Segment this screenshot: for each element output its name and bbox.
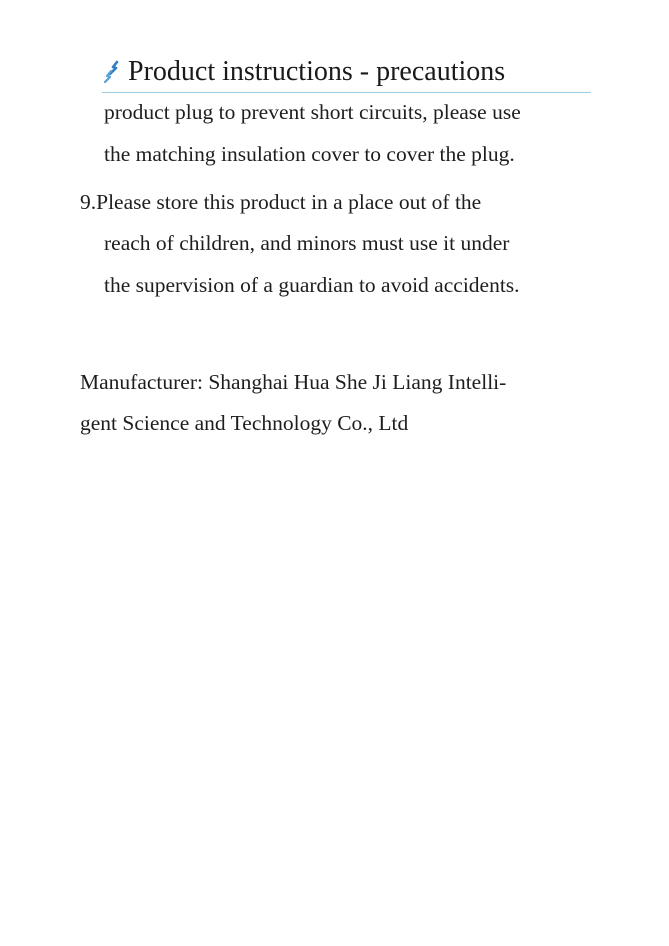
manufacturer-line-2: gent Science and Technology Co., Ltd (80, 411, 409, 435)
precaution-item-9-line-3: the supervision of a guardian to avoid accidents. (104, 273, 520, 297)
manufacturer-line-1: Manufacturer: Shanghai Hua She Ji Liang Intelli- (80, 370, 507, 394)
precaution-item-9-line-2: reach of children, and minors must use it under (104, 231, 510, 255)
continuation-line-1: product plug to prevent short circuits, please use (104, 100, 521, 124)
continuation-line-2: the matching insulation cover to cover the plug. (104, 142, 515, 166)
precaution-item-9-line-1: 9.Please store this product in a place out of the (80, 190, 482, 214)
page-title: Product instructions - precautions (128, 56, 506, 87)
lightning-bolt-icon (102, 58, 122, 86)
section-header (102, 52, 591, 93)
